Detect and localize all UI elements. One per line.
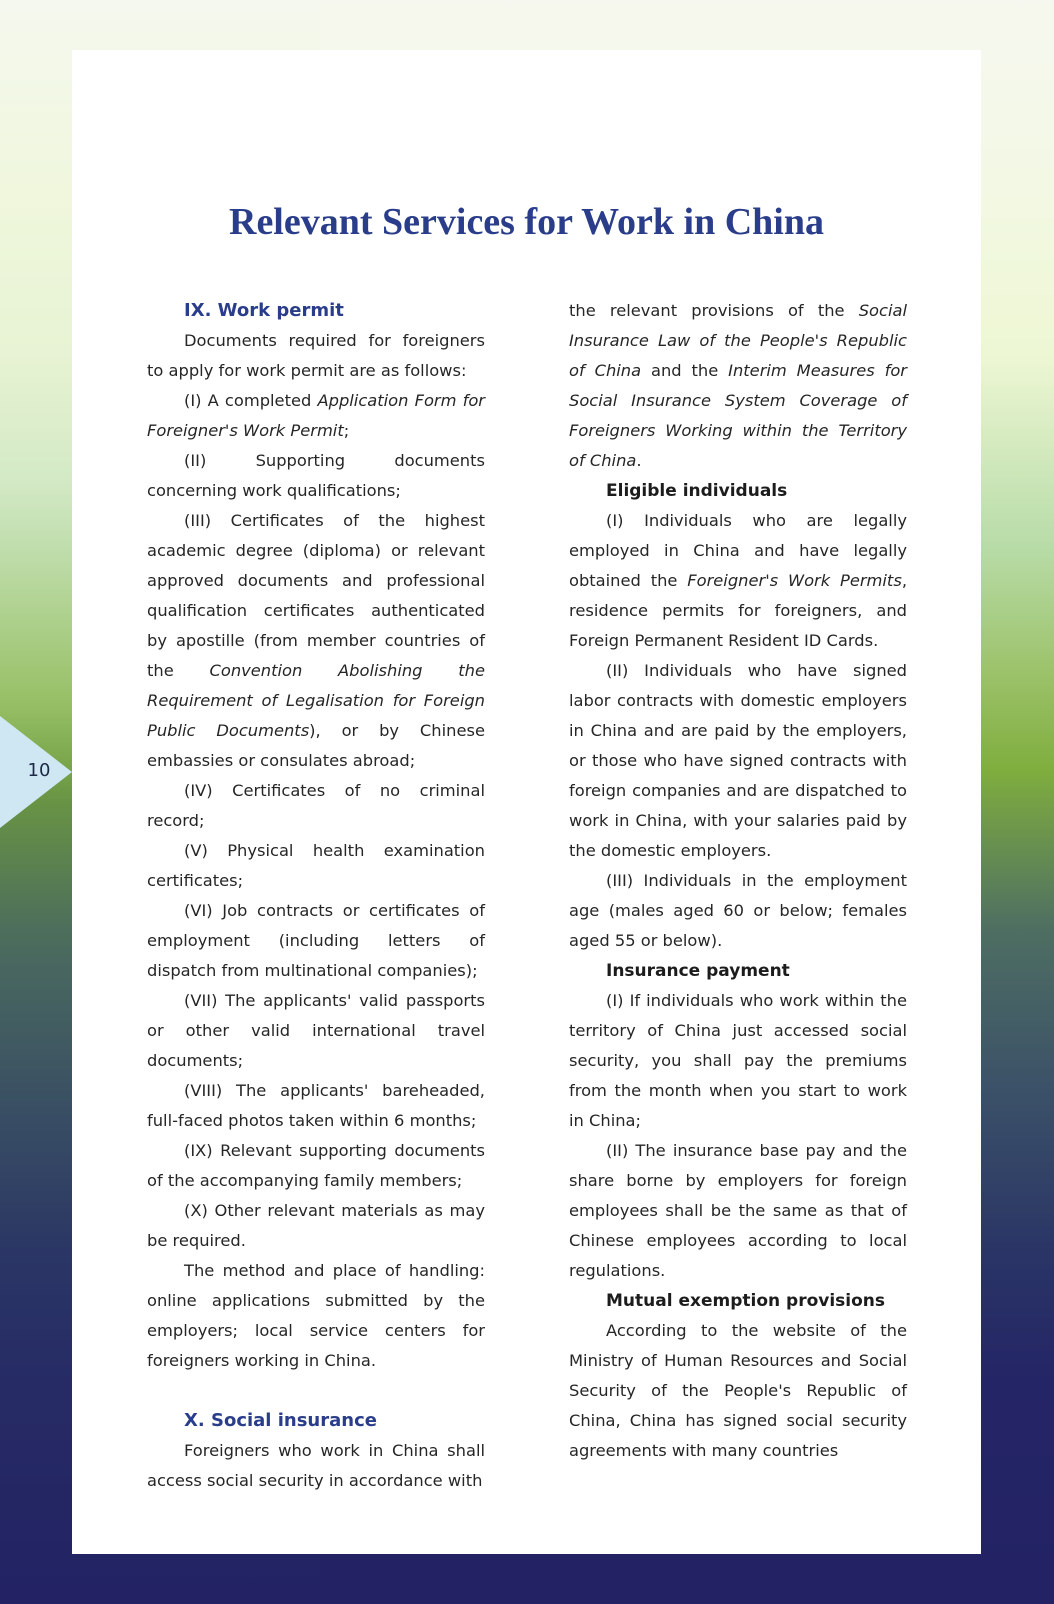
list-item: (VII) The applicants' valid passports or other valid international travel documents; xyxy=(147,991,485,1070)
subheading-insurance-payment: Insurance payment xyxy=(606,961,790,981)
page-title: Relevant Services for Work in China xyxy=(229,201,824,243)
list-item: (II) Individuals who have signed labor contracts with domestic employers in China and are paid by the employers, or those who have signed contracts with foreign companies and are dispatched to work in China, with your salaries paid by the domestic employers. xyxy=(569,661,907,860)
list-item: (III) Individuals in the employment age (males aged 60 or below; females aged 55 or below). xyxy=(569,871,907,950)
paragraph: According to the website of the Ministry of Human Resources and Social Security of the People's Republic of China, China has signed social security agreements with many countries xyxy=(569,1321,907,1460)
list-item: (I) If individuals who work within the territory of China just accessed social security, you shall pay the premiums from the month when you start to work in China; xyxy=(569,991,907,1130)
right-column xyxy=(569,296,907,1466)
list-item: (VIII) The applicants' bareheaded, full-faced photos taken within 6 months; xyxy=(147,1081,485,1130)
section-heading-social-insurance: X. Social insurance xyxy=(184,1410,377,1431)
paragraph: the relevant provisions of the Social Insurance Law of the People's Republic of China and the Interim Measures for Social Insurance System Coverage of Foreigners Working within the Territory of China. xyxy=(569,301,907,470)
page-number: 10 xyxy=(27,760,51,781)
list-item: (V) Physical health examination certificates; xyxy=(147,841,485,890)
list-item: (I) Individuals who are legally employed in China and have legally obtained the Foreigner's Work Permits, residence permits for foreigners, and Foreign Permanent Resident ID Cards. xyxy=(569,511,907,650)
document-page xyxy=(72,50,981,1554)
subheading-eligible-individuals: Eligible individuals xyxy=(606,481,788,501)
list-item: (II) Supporting documents concerning work qualifications; xyxy=(147,451,485,500)
list-item: (III) Certificates of the highest academic degree (diploma) or relevant approved documents and professional qualification certificates authenticated by apostille (from member countries of the Convention Abolishing the Requirement of Legalisation for Foreign Public Documents), or by Chinese embassies or consulates abroad; xyxy=(147,511,485,770)
left-column xyxy=(147,296,485,1496)
list-item: (I) A completed Application Form for Foreigner's Work Permit; xyxy=(147,391,485,440)
list-item: (II) The insurance base pay and the share borne by employers for foreign employees shall be the same as that of Chinese employees according to local regulations. xyxy=(569,1141,907,1280)
paragraph: Documents required for foreigners to apply for work permit are as follows: xyxy=(147,331,485,380)
list-item: (X) Other relevant materials as may be required. xyxy=(147,1201,485,1250)
list-item: (VI) Job contracts or certificates of employment (including letters of dispatch from multinational companies); xyxy=(147,901,485,980)
paragraph: Foreigners who work in China shall access social security in accordance with xyxy=(147,1441,485,1490)
list-item: (IV) Certificates of no criminal record; xyxy=(147,781,485,830)
list-item: (IX) Relevant supporting documents of the accompanying family members; xyxy=(147,1141,485,1190)
section-heading-work-permit: IX. Work permit xyxy=(184,300,344,321)
paragraph: The method and place of handling: online applications submitted by the employers; local service centers for foreigners working in China. xyxy=(147,1261,485,1370)
subheading-mutual-exemption: Mutual exemption provisions xyxy=(606,1291,886,1311)
